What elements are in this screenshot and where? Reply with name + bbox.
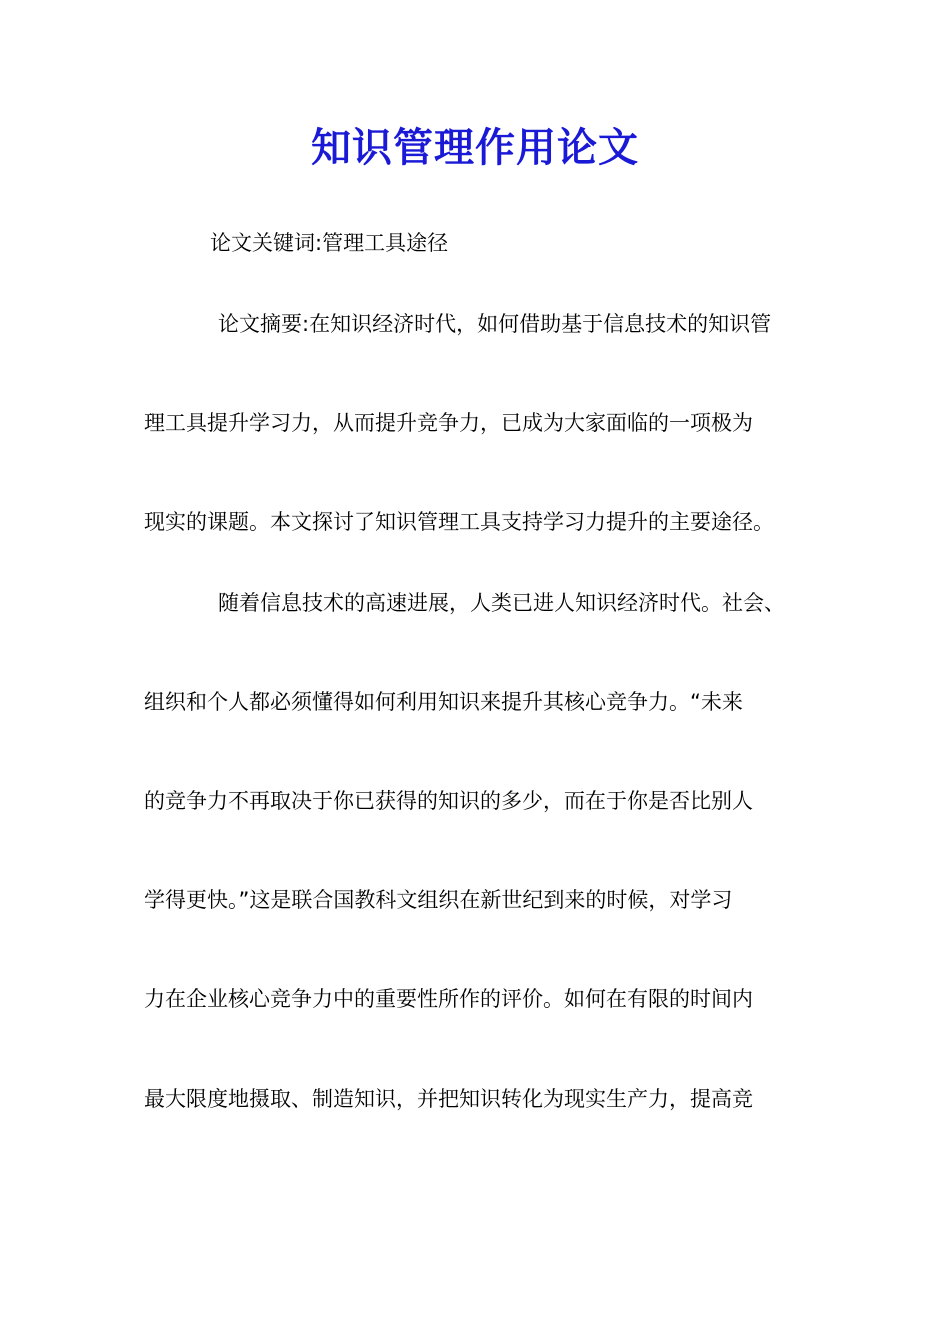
document-title: 知识管理作用论文 xyxy=(311,124,639,171)
paragraph-line: 现实的课题。本文探讨了知识管理工具支持学习力提升的主要途径。 xyxy=(144,510,774,534)
keywords-line: 论文关键词:管理工具途径 xyxy=(210,231,449,255)
paragraph-line: 组织和个人都必须懂得如何利用知识来提升其核心竞争力。“未来 xyxy=(144,690,743,714)
paragraph-line: 力在企业核心竞争力中的重要性所作的评价。如何在有限的时间内 xyxy=(144,987,753,1011)
paragraph-line: 随着信息技术的高速进展，人类已进人知识经济时代。社会、 xyxy=(218,591,785,615)
paragraph-line: 学得更快。”这是联合国教科文组织在新世纪到来的时候，对学习 xyxy=(144,888,733,912)
paragraph-line: 理工具提升学习力，从而提升竞争力，已成为大家面临的一项极为 xyxy=(144,411,753,435)
paragraph-line: 的竞争力不再取决于你已获得的知识的多少，而在于你是否比别人 xyxy=(144,789,753,813)
paragraph-line: 最大限度地摄取、制造知识，并把知识转化为现实生产力，提高竞 xyxy=(144,1087,753,1111)
paragraph-line: 论文摘要:在知识经济时代，如何借助基于信息技术的知识管 xyxy=(218,312,772,336)
